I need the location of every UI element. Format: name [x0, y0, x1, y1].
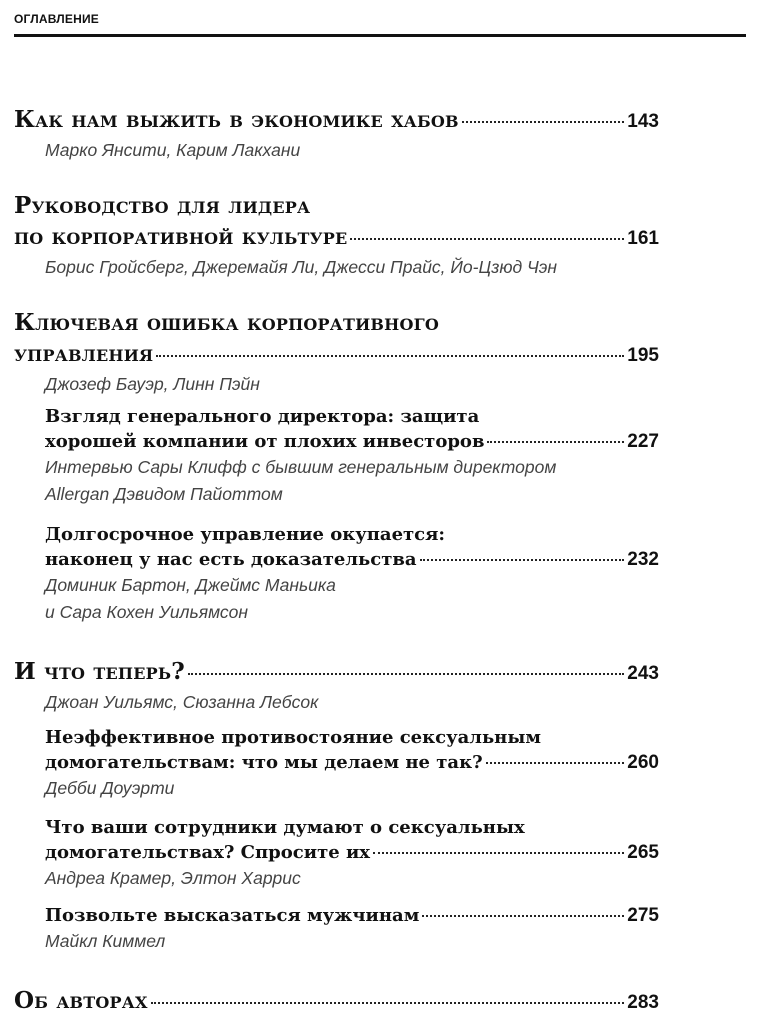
toc-entry[interactable]: [0, 656, 757, 716]
toc-subentry[interactable]: [0, 903, 757, 955]
toc-authors: Борис Гройсберг, Джеремайя Ли, Джесси Прайс, Йо-Цзюд Чэн: [45, 257, 558, 277]
toc-title-line: [45, 840, 659, 865]
toc-title-line: [14, 338, 659, 371]
toc-title-line: [45, 547, 659, 572]
toc-authors: Марко Янсити, Карим Лакхани: [45, 140, 301, 160]
header-rule: [14, 34, 746, 37]
toc-title: наконец у нас есть доказательства: [45, 549, 417, 570]
toc-title: хорошей компании от плохих инвесторов: [45, 431, 485, 452]
toc-authors: Доминик Бартон, Джеймс Маньика: [45, 575, 336, 595]
toc-subentry[interactable]: [0, 725, 757, 802]
toc-title: домогательствам: что мы делаем не так?: [45, 752, 483, 773]
toc-authors: Джоан Уильямс, Сюзанна Лебсок: [45, 692, 319, 712]
toc-title: Позвольте высказаться мужчинам: [45, 905, 420, 926]
toc-page-number: 161: [627, 228, 659, 249]
toc-title: Долгосрочное управление окупается:: [45, 524, 446, 545]
toc-title: Как нам выжить в экономике хабов: [14, 106, 459, 133]
toc-page-number: 227: [627, 431, 659, 452]
toc-page-number: 275: [627, 905, 659, 926]
toc-page-number: 283: [627, 992, 659, 1013]
toc-page-number: 260: [627, 752, 659, 773]
dot-leader: [188, 673, 624, 675]
toc-title-line: [14, 307, 659, 338]
toc-title-line: [45, 750, 659, 775]
toc-title: Что ваши сотрудники думают о сексуальных: [45, 817, 525, 838]
header-title: ОГЛАВЛЕНИЕ: [14, 12, 100, 26]
toc-title: Ключевая ошибка корпоративного: [14, 309, 439, 336]
toc-title: Об авторах: [14, 987, 148, 1014]
toc-page-number: 265: [627, 842, 659, 863]
dot-leader: [156, 355, 624, 357]
toc-title: Взгляд генерального директора: защита: [45, 406, 480, 427]
toc-title-line: [14, 656, 659, 689]
toc-entry[interactable]: [0, 190, 757, 281]
dot-leader: [151, 1002, 625, 1004]
toc-title-line: [45, 404, 659, 429]
toc-title: домогательствах? Спросите их: [45, 842, 371, 863]
toc-entry[interactable]: [0, 985, 757, 1018]
toc-authors: Интервью Сары Клифф с бывшим генеральным директором: [45, 457, 557, 477]
toc-authors: Андреа Крамер, Элтон Харрис: [45, 868, 301, 888]
page-header: [14, 10, 746, 37]
toc-subentry[interactable]: [0, 522, 757, 626]
toc-title-line: [14, 104, 659, 137]
toc-title: управления: [14, 340, 154, 367]
toc-title: И что теперь?: [14, 658, 185, 685]
toc-page-number: 143: [627, 111, 659, 132]
toc-entry[interactable]: [0, 104, 757, 164]
toc-title-line: [14, 221, 659, 254]
dot-leader: [422, 915, 624, 917]
toc-title: Неэффективное противостояние сексуальным: [45, 727, 542, 748]
toc-authors: Allergan Дэвидом Пайоттом: [45, 484, 283, 504]
dot-leader: [350, 238, 624, 240]
dot-leader: [462, 121, 625, 123]
toc-authors: Джозеф Бауэр, Линн Пэйн: [45, 374, 260, 394]
toc-authors: и Сара Кохен Уильямсон: [45, 602, 248, 622]
toc-title: по корпоративной культуре: [14, 223, 348, 250]
toc-subentry[interactable]: [0, 815, 757, 892]
dot-leader: [420, 559, 625, 561]
toc-title-line: [14, 985, 659, 1018]
toc-title-line: [45, 429, 659, 454]
toc-subentry[interactable]: [0, 404, 757, 508]
toc-authors: Дебби Доуэрти: [45, 778, 175, 798]
toc-title-line: [45, 522, 659, 547]
toc-title-line: [45, 725, 659, 750]
toc-title-line: [45, 815, 659, 840]
toc-title-line: [45, 903, 659, 928]
dot-leader: [373, 852, 624, 854]
toc-page-number: 232: [627, 549, 659, 570]
toc-page-number: 243: [627, 663, 659, 684]
dot-leader: [486, 762, 625, 764]
toc-authors: Майкл Киммел: [45, 931, 166, 951]
toc-entry[interactable]: [0, 307, 757, 398]
toc-title-line: [14, 190, 659, 221]
toc-page-number: 195: [627, 345, 659, 366]
dot-leader: [487, 441, 624, 443]
toc-title: Руководство для лидера: [14, 192, 311, 219]
